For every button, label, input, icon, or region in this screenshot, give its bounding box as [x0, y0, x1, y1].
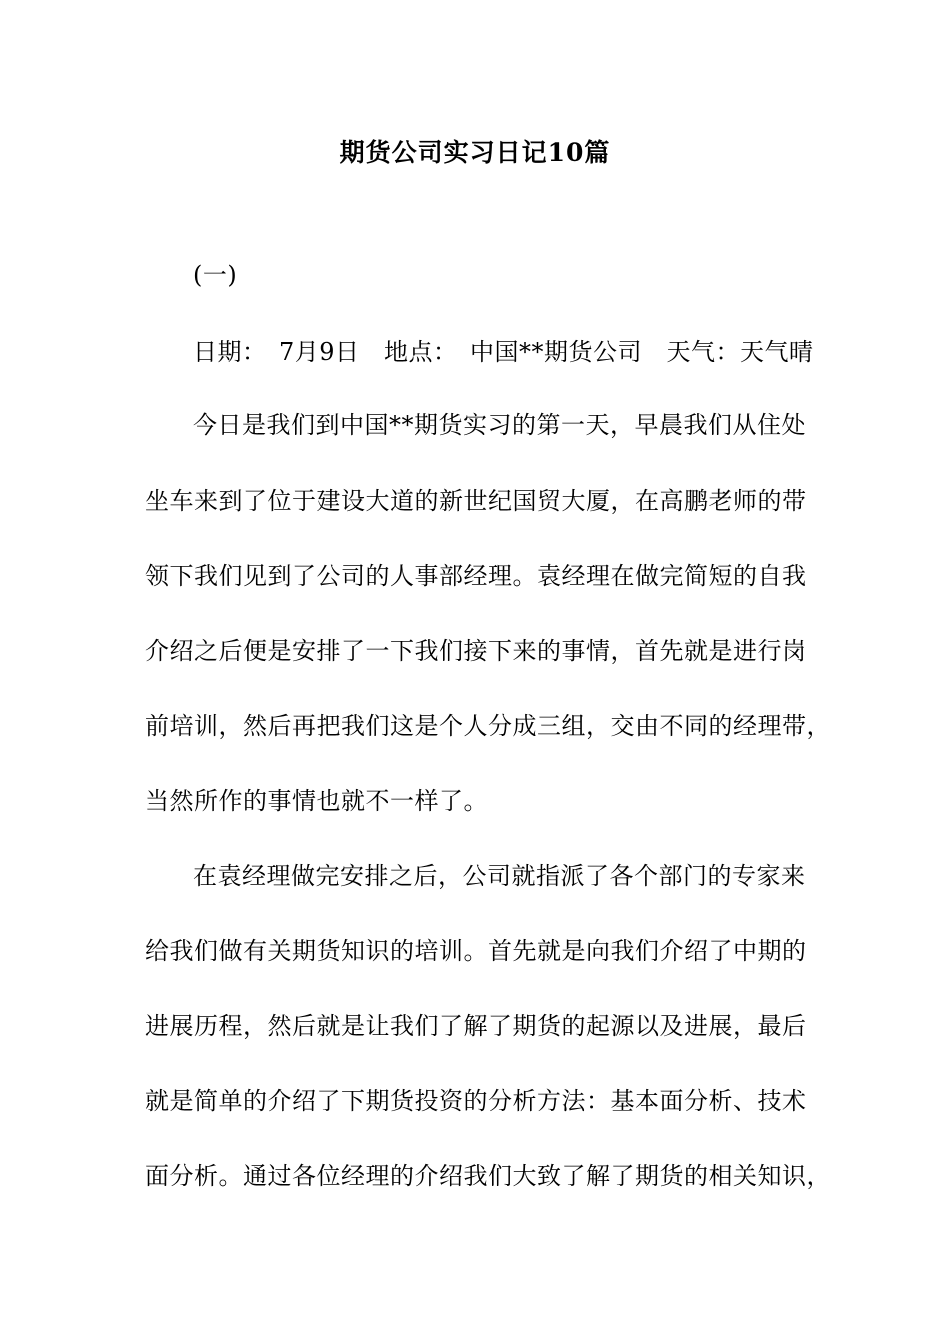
paragraph-line: 今日是我们到中国**期货实习的第一天，早晨我们从住处: [193, 411, 806, 439]
paragraph-line: 当然所作的事情也就不一样了。: [145, 787, 488, 815]
paragraph-line: 领下我们见到了公司的人事部经理。袁经理在做完简短的自我: [145, 562, 807, 590]
paragraph-line: 面分析。通过各位经理的介绍我们大致了解了期货的相关知识，: [145, 1162, 831, 1190]
document-title: 期货公司实习日记10篇: [339, 138, 611, 167]
paragraph-line: 就是简单的介绍了下期货投资的分析方法：基本面分析、技术: [145, 1087, 807, 1115]
paragraph-line: 进展历程，然后就是让我们了解了期货的起源以及进展，最后: [145, 1012, 807, 1040]
section-label: (一): [193, 261, 238, 289]
paragraph-line: 坐车来到了位于建设大道的新世纪国贸大厦，在高鹏老师的带: [145, 487, 807, 515]
paragraph-line: 给我们做有关期货知识的培训。首先就是向我们介绍了中期的: [145, 937, 807, 965]
paragraph-line: 前培训，然后再把我们这是个人分成三组，交由不同的经理带，: [145, 712, 831, 740]
paragraph-line: 在袁经理做完安排之后，公司就指派了各个部门的专家来: [193, 862, 806, 890]
paragraph-line: 介绍之后便是安排了一下我们接下来的事情，首先就是进行岗: [145, 637, 807, 665]
meta-line: 日期： 7月9日 地点： 中国**期货公司 天气：天气晴: [193, 338, 814, 366]
